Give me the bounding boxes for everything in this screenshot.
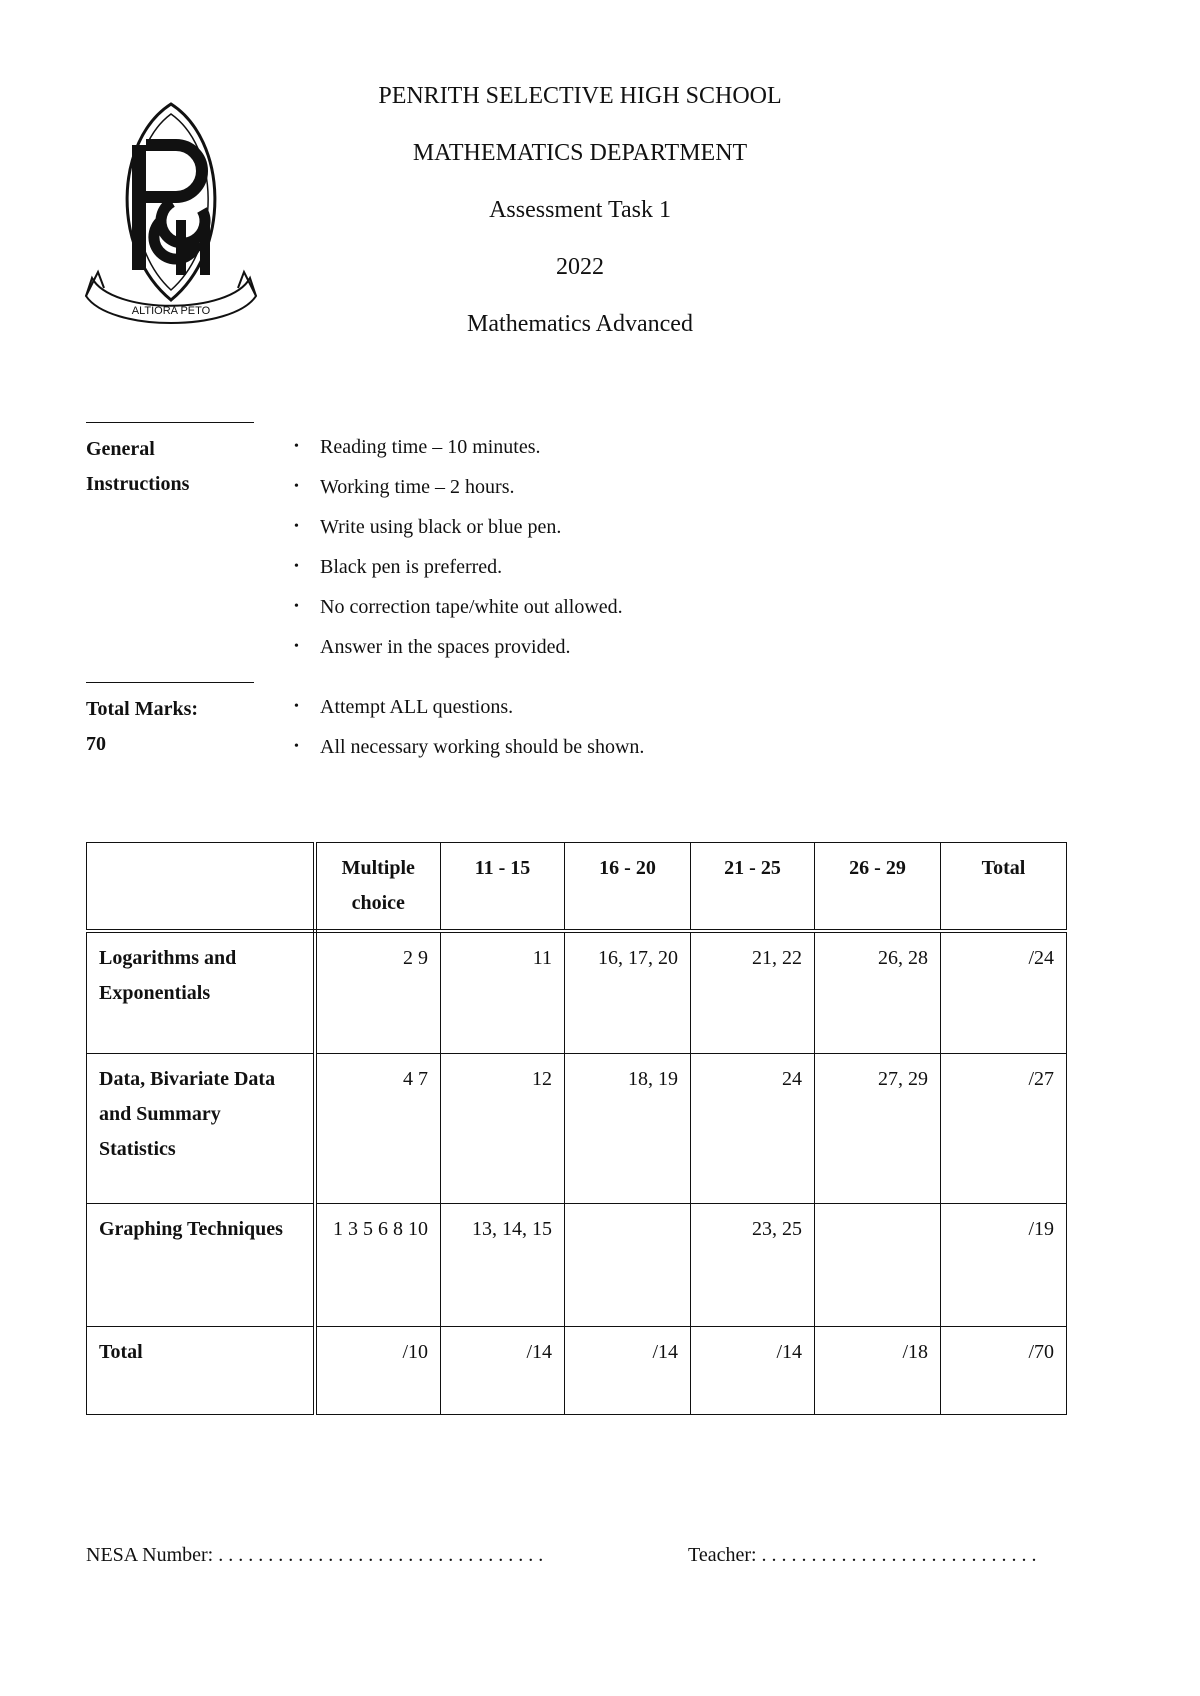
table-cell xyxy=(815,1203,941,1326)
row-topic: Logarithms and Exponentials xyxy=(87,931,315,1053)
table-cell: 11 xyxy=(441,931,565,1053)
teacher-field xyxy=(688,1544,1037,1567)
table-cell: 4 7 xyxy=(315,1053,441,1203)
table-cell: 26, 28 xyxy=(815,931,941,1053)
task-year: 2022 xyxy=(556,254,604,280)
school-name: PENRITH SELECTIVE HIGH SCHOOL xyxy=(378,83,782,109)
list-item: • Attempt ALL questions. xyxy=(290,692,644,732)
nesa-number-field xyxy=(86,1544,543,1567)
list-item: • Answer in the spaces provided. xyxy=(290,632,623,672)
table-row xyxy=(87,931,1067,1053)
table-cell: 24 xyxy=(691,1053,815,1203)
table-cell: /14 xyxy=(565,1326,691,1414)
table-cell: /19 xyxy=(941,1203,1067,1326)
table-header-cell xyxy=(87,843,315,932)
table-cell: /27 xyxy=(941,1053,1067,1203)
total-marks-label: Total Marks: 70 xyxy=(86,692,198,762)
table-cell: /14 xyxy=(691,1326,815,1414)
table-header-cell: 21 - 25 xyxy=(691,843,815,932)
total-marks-divider xyxy=(86,682,254,683)
general-instructions-list xyxy=(290,432,623,672)
total-marks-list xyxy=(290,692,644,772)
table-cell: 16, 17, 20 xyxy=(565,931,691,1053)
list-item: • Black pen is preferred. xyxy=(290,552,623,592)
list-item: • Reading time – 10 minutes. xyxy=(290,432,623,472)
table-row xyxy=(87,1203,1067,1326)
list-item: • All necessary working should be shown. xyxy=(290,732,644,772)
department-name: MATHEMATICS DEPARTMENT xyxy=(412,140,748,166)
row-topic: Graphing Techniques xyxy=(87,1203,315,1326)
row-topic: Total xyxy=(87,1326,315,1414)
list-item: • Write using black or blue pen. xyxy=(290,512,623,552)
task-title: Assessment Task 1 xyxy=(489,197,671,223)
instructions-divider xyxy=(86,422,254,423)
table-cell: /70 xyxy=(941,1326,1067,1414)
teacher-blank: . . . . . . . . . . . . . . . . . . . . . . . . . . . . xyxy=(761,1544,1037,1566)
table-cell: 23, 25 xyxy=(691,1203,815,1326)
school-crest-logo xyxy=(82,100,260,336)
table-row-total xyxy=(87,1326,1067,1414)
teacher-label: Teacher: xyxy=(688,1544,757,1566)
table-cell: /14 xyxy=(441,1326,565,1414)
row-topic: Data, Bivariate Data and Summary Statistics xyxy=(87,1053,315,1203)
table-cell xyxy=(565,1203,691,1326)
table-cell: 1 3 5 6 8 10 xyxy=(315,1203,441,1326)
table-row xyxy=(87,1053,1067,1203)
table-header-cell: Total xyxy=(941,843,1067,932)
nesa-number-blank: . . . . . . . . . . . . . . . . . . . . . . . . . . . . . . . . . xyxy=(218,1544,544,1566)
table-cell: /24 xyxy=(941,931,1067,1053)
table-cell: /10 xyxy=(315,1326,441,1414)
list-item: • No correction tape/white out allowed. xyxy=(290,592,623,632)
table-header-cell: 26 - 29 xyxy=(815,843,941,932)
general-instructions-label: General Instructions xyxy=(86,438,190,495)
table-cell: 2 9 xyxy=(315,931,441,1053)
table-cell: 13, 14, 15 xyxy=(441,1203,565,1326)
marks-table xyxy=(86,842,1067,1415)
list-item: • Working time – 2 hours. xyxy=(290,472,623,512)
nesa-number-label: NESA Number: xyxy=(86,1544,214,1566)
table-header-cell: Multiple choice xyxy=(315,843,441,932)
table-cell: 12 xyxy=(441,1053,565,1203)
table-header-cell: 11 - 15 xyxy=(441,843,565,932)
table-cell: 18, 19 xyxy=(565,1053,691,1203)
course-name: Mathematics Advanced xyxy=(467,311,693,337)
document-header xyxy=(330,78,830,363)
total-marks-value: 70 xyxy=(86,733,106,755)
table-header-row xyxy=(87,843,1067,932)
table-cell: 27, 29 xyxy=(815,1053,941,1203)
table-cell: 21, 22 xyxy=(691,931,815,1053)
table-header-cell: 16 - 20 xyxy=(565,843,691,932)
table-cell: /18 xyxy=(815,1326,941,1414)
logo-motto: ALTIORA PETO xyxy=(131,305,211,317)
